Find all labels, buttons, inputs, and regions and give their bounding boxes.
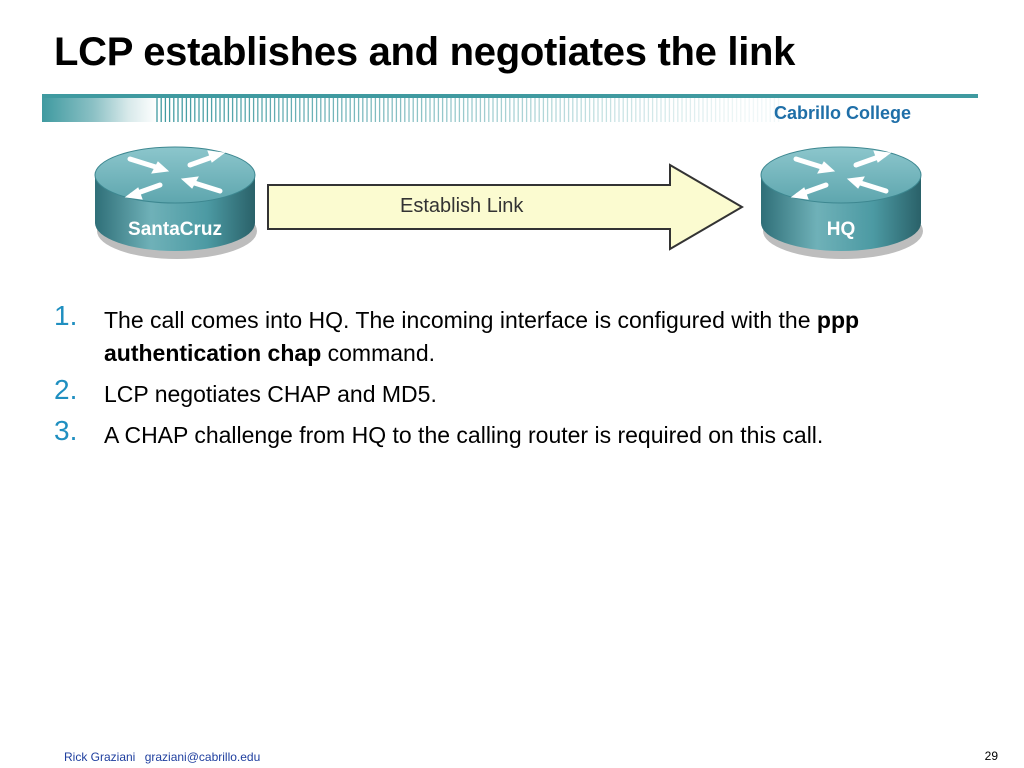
step-text: A CHAP challenge from HQ to the calling router is required on this call. — [104, 422, 824, 448]
step-number: 2. — [54, 374, 78, 405]
slide-title: LCP establishes and negotiates the link — [54, 30, 796, 74]
router-hq — [756, 135, 926, 269]
command-text: ppp authentication chap — [104, 307, 860, 366]
list-item — [54, 374, 994, 411]
router-label: HQ — [826, 219, 856, 240]
list-item — [54, 415, 994, 452]
author-email: graziani@cabrillo.edu — [144, 750, 261, 764]
step-text: LCP negotiates CHAP and MD5. — [104, 381, 437, 407]
router-santacruz — [90, 135, 260, 269]
router-icon — [756, 135, 926, 269]
router-icon — [90, 135, 260, 269]
link-label: Establish Link — [400, 195, 524, 217]
brand-name: Cabrillo College — [774, 103, 912, 123]
step-number: 3. — [54, 415, 78, 446]
network-diagram — [80, 135, 940, 275]
steps-list — [54, 300, 994, 460]
router-label: SantaCruz — [128, 219, 222, 240]
page-number: 29 — [984, 749, 998, 763]
author-name: Rick Graziani — [64, 750, 136, 764]
list-item — [54, 300, 994, 370]
step-number: 1. — [54, 300, 78, 331]
step-text: The call comes into HQ. The incoming interface is configured with the ppp authentication chap command. — [104, 307, 860, 366]
footer-author — [64, 750, 260, 764]
